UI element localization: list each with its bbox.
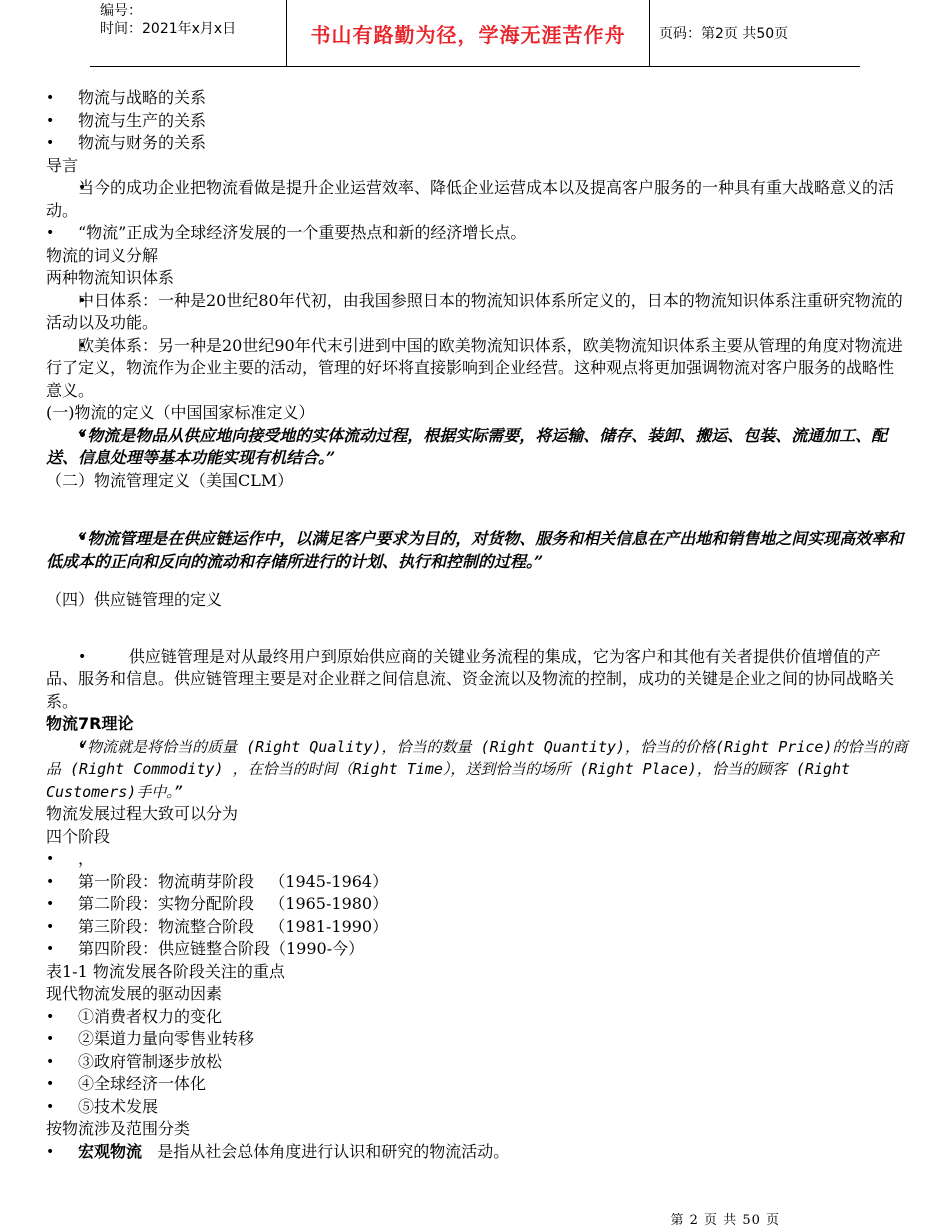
header-meta xyxy=(90,0,286,66)
list-item xyxy=(46,1141,908,1164)
list-item: • 供应链管理是对从最终用户到原始供应商的关键业务流程的集成，它为客户和其他有关者提供价值增值的产品、服务和信息。供应链管理主要是对企业群之间信息流、资金流以及物流的控制，成功的关键是企业之间的协同战略关系。 xyxy=(46,646,908,714)
section-heading: 按物流涉及范围分类 xyxy=(46,1119,191,1138)
section-heading: 两种物流知识体系 xyxy=(46,268,175,287)
list-item: • ④全球经济一体化 xyxy=(46,1073,908,1096)
term-definition: 是指从社会总体角度进行认识和研究的物流活动。 xyxy=(142,1141,510,1161)
list-item: • 第三阶段：物流整合阶段 （1981-1990） xyxy=(46,916,908,939)
definition-quote: • “物流是物品从供应地向接受地的实体流动过程，根据实际需要，将运输、储存、装卸、搬运、包装、流通加工、配送、信息处理等基本功能实现有机结合。” xyxy=(46,425,908,470)
list-item: • 第二阶段：实物分配阶段 （1965-1980） xyxy=(46,893,908,916)
list-item: • ①消费者权力的变化 xyxy=(46,1006,908,1029)
list-item: • 物流与生产的关系 xyxy=(46,110,908,133)
page-header xyxy=(90,0,860,67)
section-heading: 导言 xyxy=(46,155,79,175)
list-item: • 当今的成功企业把物流看做是提升企业运营效率、降低企业运营成本以及提高客户服务的一种具有重大战略意义的活动。 xyxy=(46,177,908,222)
list-item: • ， xyxy=(46,848,908,871)
section-heading: 现代物流发展的驱动因素 xyxy=(46,984,223,1003)
section-heading: （四）供应链管理的定义 xyxy=(46,590,223,609)
list-item: • ②渠道力量向零售业转移 xyxy=(46,1028,908,1051)
table-caption: 表1-1 物流发展各阶段关注的重点 xyxy=(46,961,285,981)
list-item: • ⑤技术发展 xyxy=(46,1096,908,1119)
section-heading: 四个阶段 xyxy=(46,826,111,846)
time-label: 时间：2021年x月x日 xyxy=(100,21,237,37)
page-footer: 第 2 页 共 50 页 xyxy=(670,1213,780,1228)
section-heading: 物流的词义分解 xyxy=(46,245,159,265)
list-item: • “物流”正成为全球经济发展的一个重要热点和新的经济增长点。 xyxy=(46,222,908,245)
page-info-text: 页码：第2页 共50页 xyxy=(659,26,789,42)
section-heading: 物流发展过程大致可以分为 xyxy=(46,804,239,823)
definition-quote: • “物流管理是在供应链运作中，以满足客户要求为目的，对货物、服务和相关信息在产出地和销售地之间实现高效率和低成本的正向和反向的流动和存储所进行的计划、执行和控制的过程。” xyxy=(46,528,908,573)
motto-text: 书山有路勤为径，学海无涯苦作舟 xyxy=(310,22,626,47)
header-motto-cell xyxy=(286,0,650,66)
list-item: • 物流与战略的关系 xyxy=(46,87,908,110)
term-bold: 宏观物流 xyxy=(78,1141,143,1161)
header-page-info xyxy=(649,0,860,66)
section-heading-bold: 物流7R理论 xyxy=(46,714,134,733)
definition-quote: • “物流就是将恰当的质量 (Right Quality)，恰当的数量 (Right Quantity)，恰当的价格(Right Price)的恰当的商品 (Right Commodity) ，在恰当的时间（Right Time），送到恰当的场所 (Right Place)，恰当的顾客 (Right Customers)手中。” xyxy=(46,736,908,804)
document-body xyxy=(46,87,908,1163)
list-item: • ③政府管制逐步放松 xyxy=(46,1051,908,1074)
list-item: • 第四阶段：供应链整合阶段（1990-今） xyxy=(46,938,908,961)
number-label: 编号： xyxy=(100,3,142,19)
list-item: • 欧美体系：另一种是20世纪90年代末引进到中国的欧美物流知识体系，欧美物流知识体系主要从管理的角度对物流进行了定义，物流作为企业主要的活动，管理的好坏将直接影响到企业经营。这种观点将更加强调物流对客户服务的战略性意义。 xyxy=(46,335,908,403)
list-item: • 第一阶段：物流萌芽阶段 （1945-1964） xyxy=(46,871,908,894)
section-heading: (一)物流的定义（中国国家标准定义） xyxy=(46,403,315,422)
list-item: • 物流与财务的关系 xyxy=(46,132,908,155)
section-heading: （二）物流管理定义（美国CLM） xyxy=(46,470,294,490)
list-item: • 中日体系：一种是20世纪80年代初，由我国参照日本的物流知识体系所定义的，日本的物流知识体系注重研究物流的活动以及功能。 xyxy=(46,290,908,335)
